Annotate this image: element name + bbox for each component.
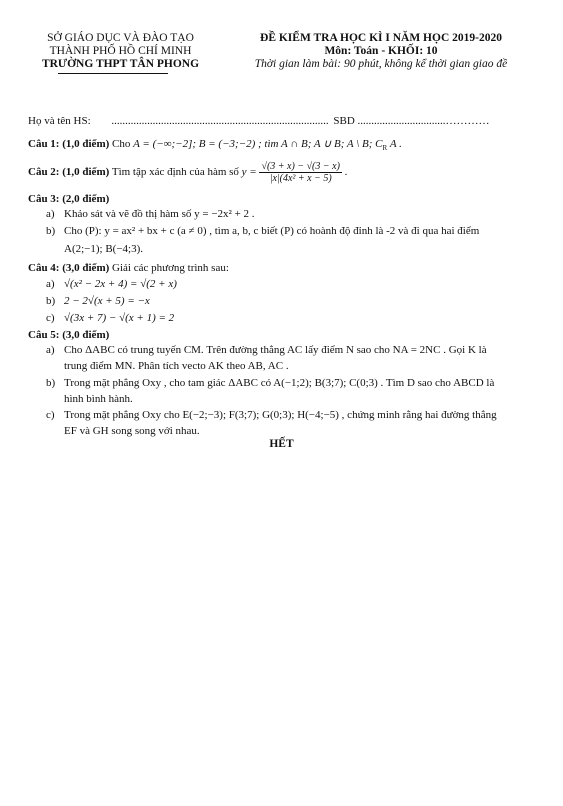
question-5c-text: Trong mặt phẳng Oxy cho E(−2;−3); F(3;7); G(0;3); H(−4;−5) , chứng minh rằng hai đường thẳng <box>64 409 497 421</box>
question-5a-label: a) <box>46 344 55 356</box>
exam-title: ĐỀ KIỂM TRA HỌC KÌ I NĂM HỌC 2019-2020 <box>260 32 502 44</box>
question-5-heading: Câu 5: (3,0 điểm) <box>28 329 110 341</box>
question-5c-label: c) <box>46 409 55 421</box>
end-marker: HẾT <box>269 438 294 450</box>
question-2-numerator: √(3 + x) − √(3 − x) <box>261 160 340 172</box>
question-5a-text: Cho ΔABC có trung tuyến CM. Trên đường thẳng AC lấy điểm N sao cho NA = 2NC . Gọi K là <box>64 344 487 356</box>
question-5c-text-cont: EF và GH song song với nhau. <box>64 425 200 437</box>
question-2 <box>28 160 347 184</box>
question-1-math: A = (−∞;−2]; B = (−3;−2) ; tìm A ∩ B; A ∪ B; A \ B; C <box>133 138 383 150</box>
question-5b-text: Trong mặt phẳng Oxy , cho tam giác ΔABC có A(−1;2); B(3;7); C(0;3) . Tìm D sao cho ABCD là <box>64 377 495 389</box>
question-4b-equation: 2 − 2√(x + 5) = −x <box>64 295 150 307</box>
question-2-fraction <box>259 161 341 184</box>
question-1-math-sub: R <box>382 144 388 153</box>
question-4a-equation: √(x² − 2x + 4) = √(2 + x) <box>64 278 177 290</box>
question-2-text: Tìm tập xác định của hàm số <box>111 166 239 178</box>
question-2-denominator: |x|(4x² + x − 5) <box>269 172 332 184</box>
question-1-heading: Câu 1: (1,0 điểm) <box>28 138 110 150</box>
header-left <box>28 32 213 71</box>
question-5b-text-cont: hình bình hành. <box>64 393 133 405</box>
question-4b-label: b) <box>46 295 56 307</box>
header-right <box>222 32 540 71</box>
question-5b <box>46 377 494 390</box>
question-5a-text-cont: trung điểm MN. Phân tích vecto AK theo AB, AC . <box>64 360 289 372</box>
school-name: TRƯỜNG THPT TÂN PHONG <box>41 58 200 70</box>
question-2-heading: Câu 2: (1,0 điểm) <box>28 166 110 178</box>
department-name: SỞ GIÁO DỤC VÀ ĐÀO TẠO <box>47 32 194 44</box>
exam-subject: Môn: Toán - KHỐI: 10 <box>324 45 438 57</box>
question-4-heading: Câu 4: (3,0 điểm) <box>28 262 110 274</box>
city-name: THÀNH PHỐ HỒ CHÍ MINH <box>49 45 192 57</box>
question-4c <box>46 312 174 325</box>
question-4 <box>28 262 229 275</box>
header-divider <box>58 73 168 74</box>
question-4a <box>46 278 177 291</box>
question-5b-label: b) <box>46 377 56 389</box>
question-3b-points: A(2;−1); B(−4;3). <box>64 243 144 255</box>
student-sbd: SBD ................................………… <box>333 115 490 127</box>
question-4c-label: c) <box>46 312 55 324</box>
question-3-heading: Câu 3: (2,0 điểm) <box>28 193 110 205</box>
question-3b-label: b) <box>46 225 56 237</box>
exam-duration: Thời gian làm bài: 90 phút, không kể thời gian giao đề <box>254 58 508 70</box>
question-4-text: Giải các phương trình sau: <box>112 262 229 274</box>
question-3b <box>46 225 479 238</box>
question-4c-equation: √(3x + 7) − √(x + 1) = 2 <box>64 312 175 324</box>
question-1 <box>28 138 402 155</box>
question-3a <box>46 208 255 221</box>
question-1-pre: Cho <box>112 138 131 150</box>
question-2-tail: . <box>344 166 348 178</box>
student-info <box>28 115 490 128</box>
student-name-dots: ............................................................................... <box>111 115 329 127</box>
question-3a-text: Khảo sát và vẽ đồ thị hàm số y = −2x² + 2 . <box>64 208 255 220</box>
question-4b <box>46 295 150 308</box>
student-name-label: Họ và tên HS: <box>28 115 91 127</box>
question-3b-text: Cho (P): y = ax² + bx + c (a ≠ 0) , tìm a, b, c biết (P) có hoành độ đỉnh là -2 và đi qua hai điểm <box>64 225 480 237</box>
question-5a <box>46 344 487 357</box>
question-4a-label: a) <box>46 278 55 290</box>
question-2-lhs: y = <box>241 166 257 178</box>
question-3a-label: a) <box>46 208 55 220</box>
question-1-math-tail: A . <box>389 138 402 150</box>
question-5c <box>46 409 497 422</box>
